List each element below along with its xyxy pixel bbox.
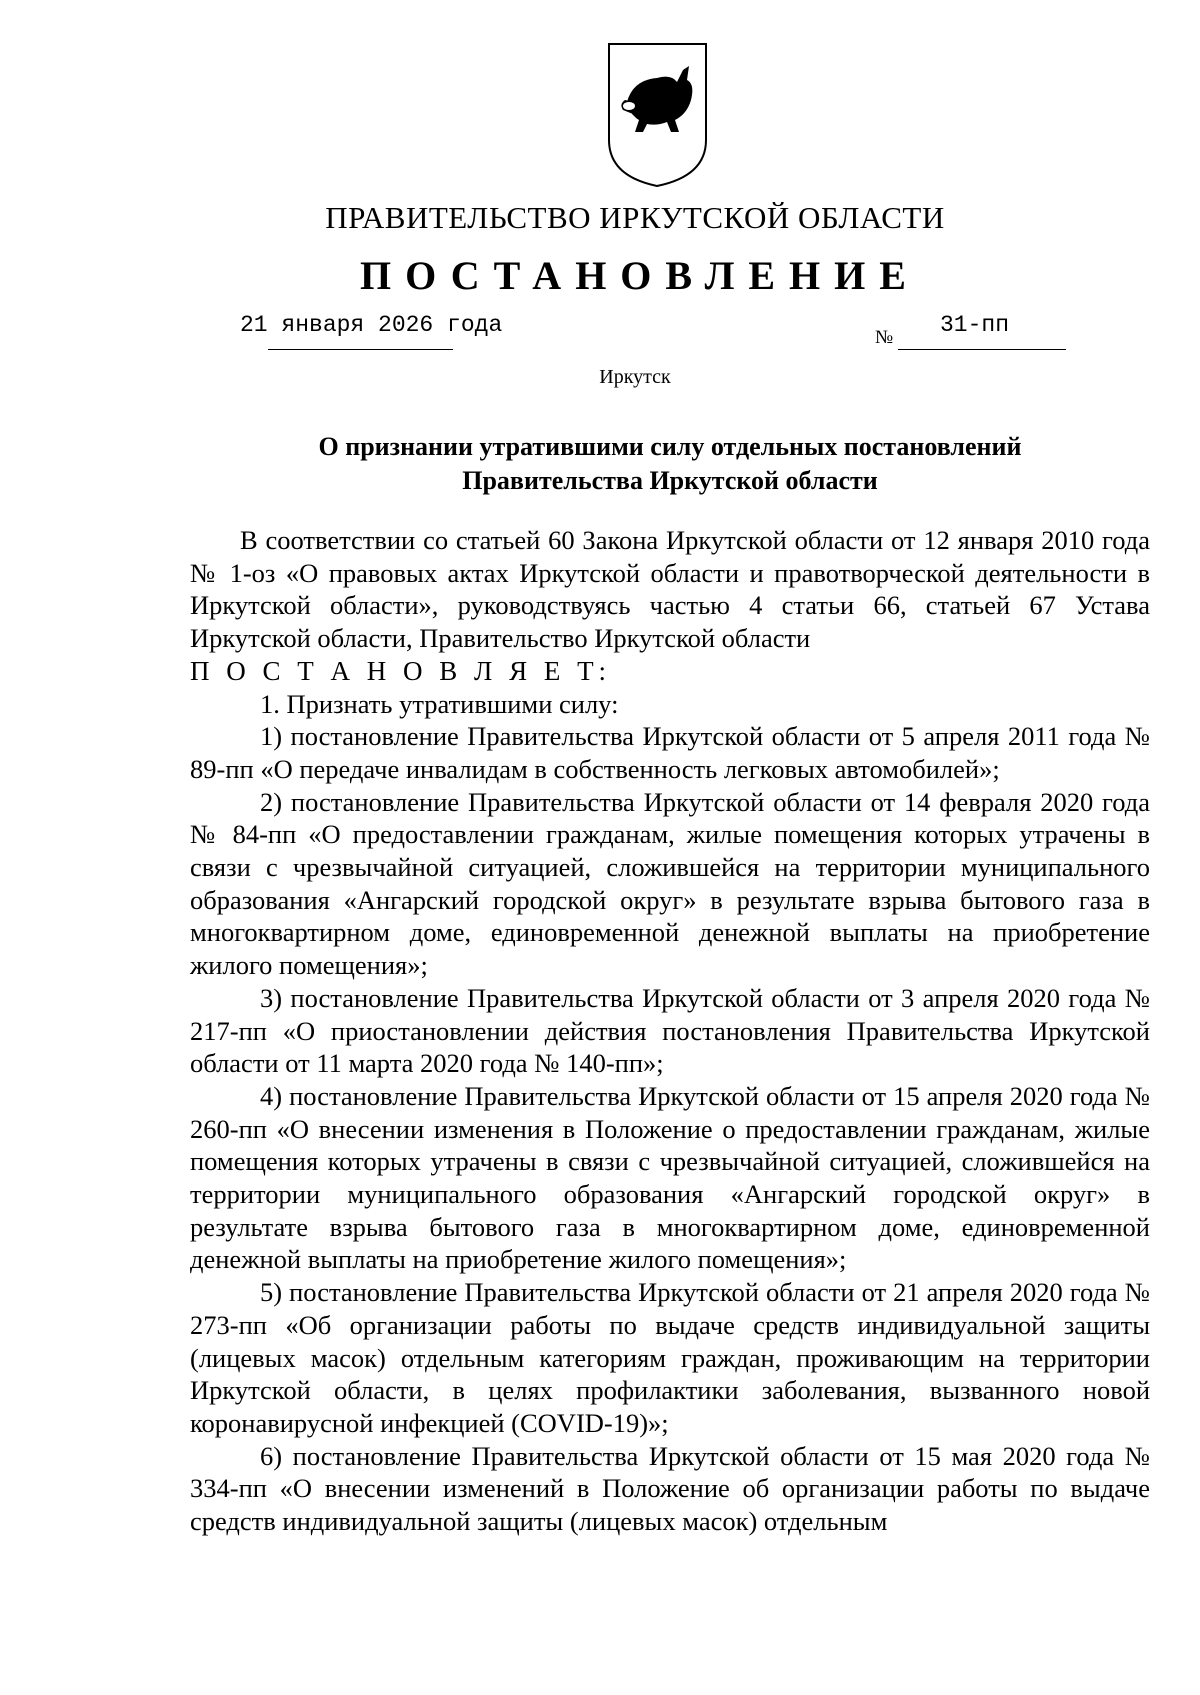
date-underline [268,349,453,350]
list-item: 6) постановление Правительства Иркутской области от 15 мая 2020 года № 334-пп «О внесении изменений в Положение об организации работы по выдаче средств индивидуальной защиты (лицевых масок) отдельным [190,1440,1150,1537]
document-body [190,524,1150,1538]
decree-word: П О С Т А Н О В Л Я Е Т: [190,655,612,686]
document-number: 31-пп [940,312,1010,338]
list-item: 4) постановление Правительства Иркутской области от 15 апреля 2020 года № 260-пп «О внесении изменения в Положение о предоставлении гражданам, жилые помещения которых утрачены в связи с чрезвычайной ситуацией, сложившейся на территории муниципального образования «Ангарский городской округ» в результате взрыва бытового газа в многоквартирном доме, единовременной денежной выплаты на приобретение жилого помещения»; [190,1080,1150,1275]
heading-line-2: Правительства Иркутской области [462,466,878,495]
coat-of-arms-emblem [605,40,710,190]
list-item: 5) постановление Правительства Иркутской области от 21 апреля 2020 года № 273-пп «Об организации работы по выдаче средств индивидуальной защиты (лицевых масок) отдельным категориям граждан, проживающим на территории Иркутской области, в целях профилактики заболевания, вызванного новой коронавирусной инфекцией (COVID-19)»; [190,1277,1150,1438]
number-underline [898,349,1066,350]
organization-title: ПРАВИТЕЛЬСТВО ИРКУТСКОЙ ОБЛАСТИ [325,200,945,235]
number-sign: № [875,327,894,348]
document-heading [190,430,1150,498]
list-item: 3) постановление Правительства Иркутской области от 3 апреля 2020 года № 217-пп «О приостановлении действия постановления Правительства Иркутской области от 11 марта 2020 года № 140-пп»; [190,982,1150,1079]
clause-1: 1. Признать утратившими силу: [260,688,619,719]
heading-line-1: О признании утратившими силу отдельных постановлений [318,432,1022,461]
document-city: Иркутск [599,366,671,388]
list-item: 2) постановление Правительства Иркутской области от 14 февраля 2020 года № 84-пп «О предоставлении гражданам, жилые помещения которых утрачены в связи с чрезвычайной ситуацией, сложившейся на территории муниципального образования «Ангарский городской округ» в результате взрыва бытового газа в многоквартирном доме, единовременной денежной выплаты на приобретение жилого помещения»; [190,786,1150,981]
list-item: 1) постановление Правительства Иркутской области от 5 апреля 2011 года № 89-пп «О передаче инвалидам в собственность легковых автомобилей»; [190,721,1150,784]
document-date: 21 января 2026 года [240,312,503,338]
preamble-paragraph: В соответствии со статьей 60 Закона Иркутской области от 12 января 2010 года № 1-оз «О правовых актах Иркутской области и правотворческой деятельности в Иркутской области», руководствуясь частью 4 статьи 66, статьей 67 Устава Иркутской области, Правительство Иркутской области [190,525,1150,654]
document-type: ПОСТАНОВЛЕНИЕ [360,253,920,298]
